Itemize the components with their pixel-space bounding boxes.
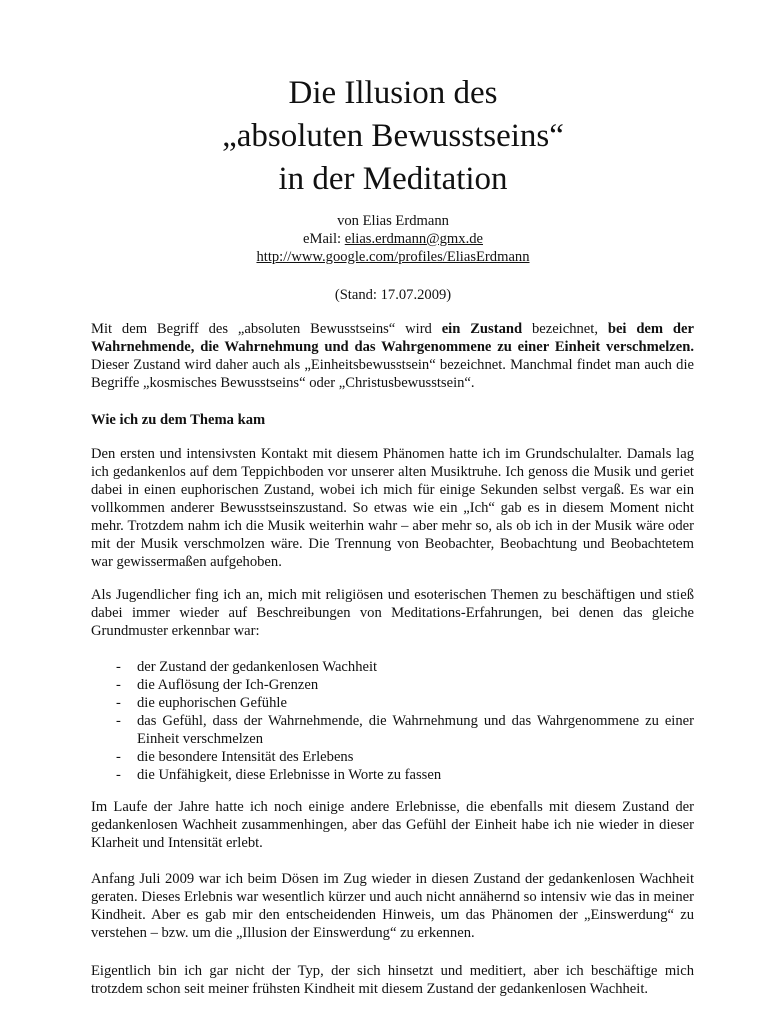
paragraph [91,445,694,571]
intro-text: bezeichnet, [522,321,608,337]
list-item-text: die besondere Intensität des Erlebens [137,749,354,765]
list-item [91,676,694,694]
title-line: in der Meditation [278,161,508,197]
bullet-list [91,658,694,784]
list-item [91,766,694,784]
paragraph [91,798,694,852]
list-item [91,712,694,748]
email-link[interactable]: elias.erdmann@gmx.de [344,231,483,247]
list-marker: - [116,659,121,675]
title-line: Die Illusion des [288,75,498,111]
paragraph-text: Als Jugendlicher fing ich an, mich mit religiösen und esoterischen Themen zu beschäftigen und stieß dabei immer wieder auf Beschreibungen von Meditations-Erfahrungen, bei denen das gleiche Grundmuster erkennbar war: [91,587,694,639]
paragraph-text: Eigentlich bin ich gar nicht der Typ, der sich hinsetzt und meditiert, aber ich beschäftige mich trotzdem schon seit meiner frühsten Kindheit mit diesem Zustand der gedankenlosen Wachheit. [91,963,694,997]
intro-bold: bei dem der Wahrnehmende, die Wahrnehmung und das Wahrgenommene zu einer Einheit verschmelzen. [91,321,694,355]
list-item [91,694,694,712]
title-line: „absoluten Bewusstseins“ [222,118,564,154]
profile-link[interactable]: http://www.google.com/profiles/EliasErdmann [256,249,530,265]
list-marker: - [116,749,121,765]
list-item-text: das Gefühl, dass der Wahrnehmende, die Wahrnehmung und das Wahrgenommene zu einer Einheit verschmelzen [137,713,694,747]
document-title [0,72,768,201]
list-marker: - [116,713,121,729]
paragraph-text: Anfang Juli 2009 war ich beim Dösen im Zug wieder in diesen Zustand der gedankenlosen Wachheit geraten. Dieses Erlebnis war wesentlich kürzer und auch nicht annähernd so intensiv wie das in meiner Kindheit. Aber es gab mir den entscheidenden Hinweis, um das Phänomen der „Einswerdung“ zu verstehen – bzw. um die „Illusion der Einswerdung“ zu erkennen. [91,871,694,941]
intro-text: Dieser Zustand wird daher auch als „Einheitsbewusstsein“ bezeichnet. Manchmal findet man auch die Begriffe „kosmisches Bewusstseins“ oder „Christusbewusstsein“. [91,357,694,391]
email-label: eMail: [302,231,345,247]
author-block [0,212,768,266]
list-item-text: der Zustand der gedankenlosen Wachheit [137,659,378,675]
list-item-text: die Auflösung der Ich-Grenzen [137,677,319,693]
intro-bold: ein Zustand [441,321,523,337]
paragraph [91,962,694,998]
paragraph-text: Im Laufe der Jahre hatte ich noch einige andere Erlebnisse, die ebenfalls mit diesem Zustand der gedankenlosen Wachheit zusammenhingen, aber das Gefühl der Einheit habe ich nie wieder in dieser Klarheit und Intensität erlebt. [91,799,694,851]
intro-paragraph [91,320,694,392]
intro-text: Mit dem Begriff des „absoluten Bewusstseins“ wird [91,321,442,337]
list-item-text: die Unfähigkeit, diese Erlebnisse in Worte zu fassen [137,767,442,783]
paragraph [91,586,694,640]
list-marker: - [116,767,121,783]
date-stamp: (Stand: 17.07.2009) [334,287,452,303]
paragraph [91,870,694,942]
list-marker: - [116,677,121,693]
list-item [91,748,694,766]
author-line: von Elias Erdmann [337,213,449,229]
paragraph-text: Den ersten und intensivsten Kontakt mit diesem Phänomen hatte ich im Grundschulalter. Damals lag ich gedankenlos auf dem Teppichboden vor unserer alten Musiktruhe. Ich genoss die Musik und geriet dabei in einen euphorischen Zustand, wobei ich mich für einige Sekunden selbst vergaß. Es war ein vollkommen anderer Bewusstseinszustand. So etwas wie ein „Ich“ gab es in diesem Moment nicht mehr. Trotzdem nahm ich die Musik weiterhin wahr – aber mehr so, als ob ich in der Musik wäre oder mit der Musik verschmolzen wäre. Die Trennung von Beobachter, Beobachtung und Beobachtetem war gewissermaßen aufgehoben. [91,446,694,570]
list-item [91,658,694,676]
list-marker: - [116,695,121,711]
section-heading: Wie ich zu dem Thema kam [91,412,266,428]
list-item-text: die euphorischen Gefühle [137,695,287,711]
email-line [0,230,768,248]
